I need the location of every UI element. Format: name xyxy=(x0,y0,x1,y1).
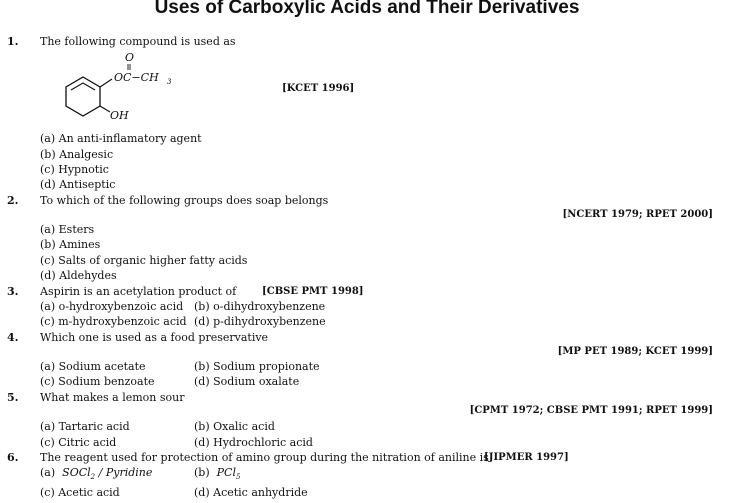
q2-option-b: (b) Amines xyxy=(40,238,101,251)
q4-option-b: (b) Sodium propionate xyxy=(194,360,320,373)
q6-option-a-subscript: 2 xyxy=(90,473,96,482)
q6-option-a-formula: SOCl xyxy=(62,466,91,479)
aspirin-structure xyxy=(60,50,190,125)
question-6-text: The reagent used for protection of amino group during the nitration of aniline is xyxy=(40,451,489,464)
q6-option-b-subscript: 5 xyxy=(235,473,241,482)
q3-option-b: (b) o-dihydroxybenzene xyxy=(194,300,326,313)
q2-option-d: (d) Aldehydes xyxy=(40,269,117,282)
q5-option-c: (c) Citric acid xyxy=(40,436,117,449)
q4-option-d: (d) Sodium oxalate xyxy=(194,375,300,388)
q5-option-b: (b) Oxalic acid xyxy=(194,420,275,433)
q1-option-a: (a) An anti-inflamatory agent xyxy=(40,132,202,145)
question-5-source: [CPMT 1972; CBSE PMT 1991; RPET 1999] xyxy=(469,405,713,416)
question-4-number: 4. xyxy=(7,331,19,344)
methyl-subscript: 3 xyxy=(167,78,172,86)
q6-option-b-formula: PCl xyxy=(216,466,236,479)
q1-option-c: (c) Hypnotic xyxy=(40,163,109,176)
q4-option-c: (c) Sodium benzoate xyxy=(40,375,155,388)
q3-option-a: (a) o-hydroxybenzoic acid xyxy=(40,300,184,313)
carbonyl-oxygen: O xyxy=(125,51,135,64)
question-4-text: Which one is used as a food preservative xyxy=(40,331,269,344)
q6-option-d: (d) Acetic anhydride xyxy=(194,486,308,499)
q1-option-d: (d) Antiseptic xyxy=(40,178,116,191)
q2-option-a: (a) Esters xyxy=(40,223,95,236)
question-5-number: 5. xyxy=(7,391,19,404)
question-4-source: [MP PET 1989; KCET 1999] xyxy=(557,346,713,357)
q5-option-a: (a) Tartaric acid xyxy=(40,420,130,433)
ester-group-label: OC−CH xyxy=(114,71,159,84)
hydroxyl-label: OH xyxy=(110,109,129,122)
page-title: Uses of Carboxylic Acids and Their Derivatives xyxy=(154,0,580,18)
question-1-number: 1. xyxy=(7,35,19,48)
question-2-text: To which of the following groups does soap belongs xyxy=(40,194,329,207)
q2-option-c: (c) Salts of organic higher fatty acids xyxy=(40,254,248,267)
question-3-source: [CBSE PMT 1998] xyxy=(262,286,364,297)
question-5-text: What makes a lemon sour xyxy=(40,391,185,404)
question-6-number: 6. xyxy=(7,451,19,464)
question-3-text: Aspirin is an acetylation product of xyxy=(40,285,237,298)
benzene-inner-bond xyxy=(71,83,95,90)
q4-option-a: (a) Sodium acetate xyxy=(40,360,146,373)
q3-option-c: (c) m-hydroxybenzoic acid xyxy=(40,315,187,328)
q5-option-d: (d) Hydrochloric acid xyxy=(194,436,313,449)
question-2-number: 2. xyxy=(7,194,19,207)
q6-option-a-rest: / Pyridine xyxy=(95,466,153,479)
q6-option-a xyxy=(40,466,152,481)
q6-option-a-label: (a) xyxy=(40,466,56,479)
question-2-source: [NCERT 1979; RPET 2000] xyxy=(562,209,713,220)
q6-option-b-label: (b) xyxy=(194,466,210,479)
question-6-source: [JIPMER 1997] xyxy=(484,452,569,463)
q3-option-d: (d) p-dihydroxybenzene xyxy=(194,315,326,328)
question-1-text: The following compound is used as xyxy=(40,35,236,48)
question-3-number: 3. xyxy=(7,285,19,298)
q6-option-b xyxy=(194,466,240,481)
question-1-source: [KCET 1996] xyxy=(282,83,355,94)
q1-option-b: (b) Analgesic xyxy=(40,148,114,161)
q6-option-c: (c) Acetic acid xyxy=(40,486,120,499)
